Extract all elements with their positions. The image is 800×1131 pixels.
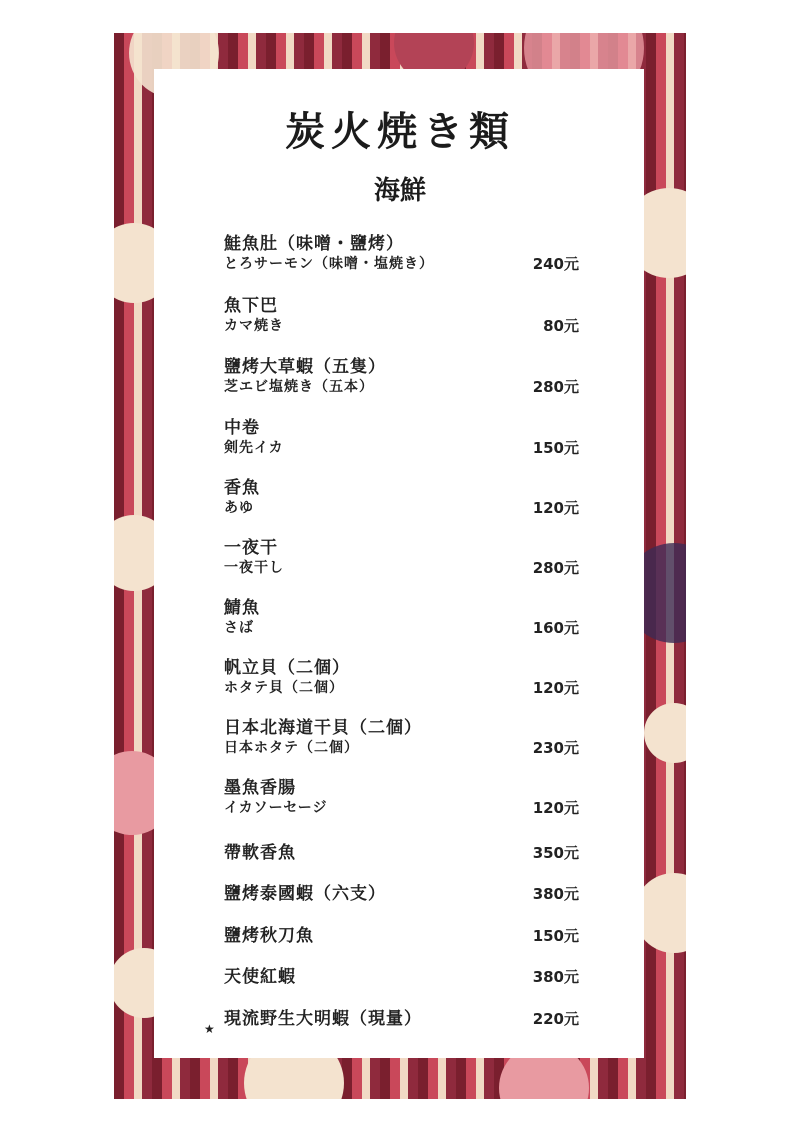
menu-item-price: 280元 — [532, 559, 579, 577]
menu-item-price: 150元 — [532, 927, 579, 945]
menu-item-japanese-name: イカソーセージ — [224, 800, 328, 816]
menu-item-price: 80元 — [543, 317, 579, 335]
menu-item-price: 380元 — [532, 968, 579, 986]
menu-item — [224, 357, 579, 397]
menu-item — [224, 884, 579, 904]
menu-item-name: 中卷 — [224, 418, 260, 438]
menu-item-japanese-name: 剣先イカ — [224, 440, 284, 456]
menu-item-price: 160元 — [532, 619, 579, 637]
menu-item-name: 鯖魚 — [224, 598, 260, 618]
menu-item-price: 380元 — [532, 885, 579, 903]
menu-item-japanese-name: 芝エビ塩焼き（五本） — [224, 379, 374, 395]
menu-title: 炭火焼き類 — [285, 108, 515, 155]
menu-item — [224, 926, 579, 946]
menu-item — [224, 598, 579, 638]
menu-item-japanese-name: 一夜干し — [224, 560, 284, 576]
menu-item — [224, 658, 579, 698]
menu-item — [224, 1009, 579, 1029]
menu-item-name: 鮭魚肚（味噌・鹽烤） — [224, 234, 404, 254]
menu-item — [224, 234, 579, 274]
menu-item-price: 350元 — [532, 844, 579, 862]
menu-item-price: 120元 — [532, 499, 579, 517]
menu-item-name: 帆立貝（二個） — [224, 658, 350, 678]
menu-item — [224, 967, 579, 987]
menu-item-japanese-name: とろサーモン（味噌・塩焼き） — [224, 256, 434, 272]
menu-item-price: 280元 — [532, 378, 579, 396]
menu-item-japanese-name: あゆ — [224, 500, 254, 516]
menu-item-name: 帶軟香魚 — [224, 843, 296, 863]
menu-item-price: 230元 — [532, 739, 579, 757]
menu-item-name: 鹽烤泰國蝦（六支） — [224, 884, 386, 904]
menu-item — [224, 778, 579, 818]
menu-item-price: 220元 — [532, 1010, 579, 1028]
menu-item-name: 現流野生大明蝦（現量） — [224, 1009, 422, 1029]
menu-item-japanese-name: ホタテ貝（二個） — [224, 680, 344, 696]
menu-item-name: 日本北海道干貝（二個） — [224, 718, 422, 738]
menu-item — [224, 718, 579, 758]
menu-item-name: 鹽烤秋刀魚 — [224, 926, 314, 946]
menu-item-japanese-name: カマ焼き — [224, 318, 284, 334]
menu-item — [224, 418, 579, 458]
menu-item-price: 150元 — [532, 439, 579, 457]
menu-item-name: 魚下巴 — [224, 296, 278, 316]
menu-item-name: 天使紅蝦 — [224, 967, 296, 987]
star-mark: ★ — [204, 1022, 215, 1036]
menu-item — [224, 843, 579, 863]
menu-item-name: 鹽烤大草蝦（五隻） — [224, 357, 386, 377]
menu-item-name: 香魚 — [224, 478, 260, 498]
section-heading: 海鮮 — [373, 176, 426, 206]
menu-item — [224, 296, 579, 336]
menu-item-price: 120元 — [532, 679, 579, 697]
menu-item-name: 墨魚香腸 — [224, 778, 296, 798]
menu-item — [224, 538, 579, 578]
menu-item-japanese-name: さば — [224, 620, 254, 636]
menu-item-name: 一夜干 — [224, 538, 278, 558]
menu-item-price: 240元 — [532, 255, 579, 273]
menu-item-price: 120元 — [532, 799, 579, 817]
menu-item-japanese-name: 日本ホタテ（二個） — [224, 740, 359, 756]
menu-item — [224, 478, 579, 518]
